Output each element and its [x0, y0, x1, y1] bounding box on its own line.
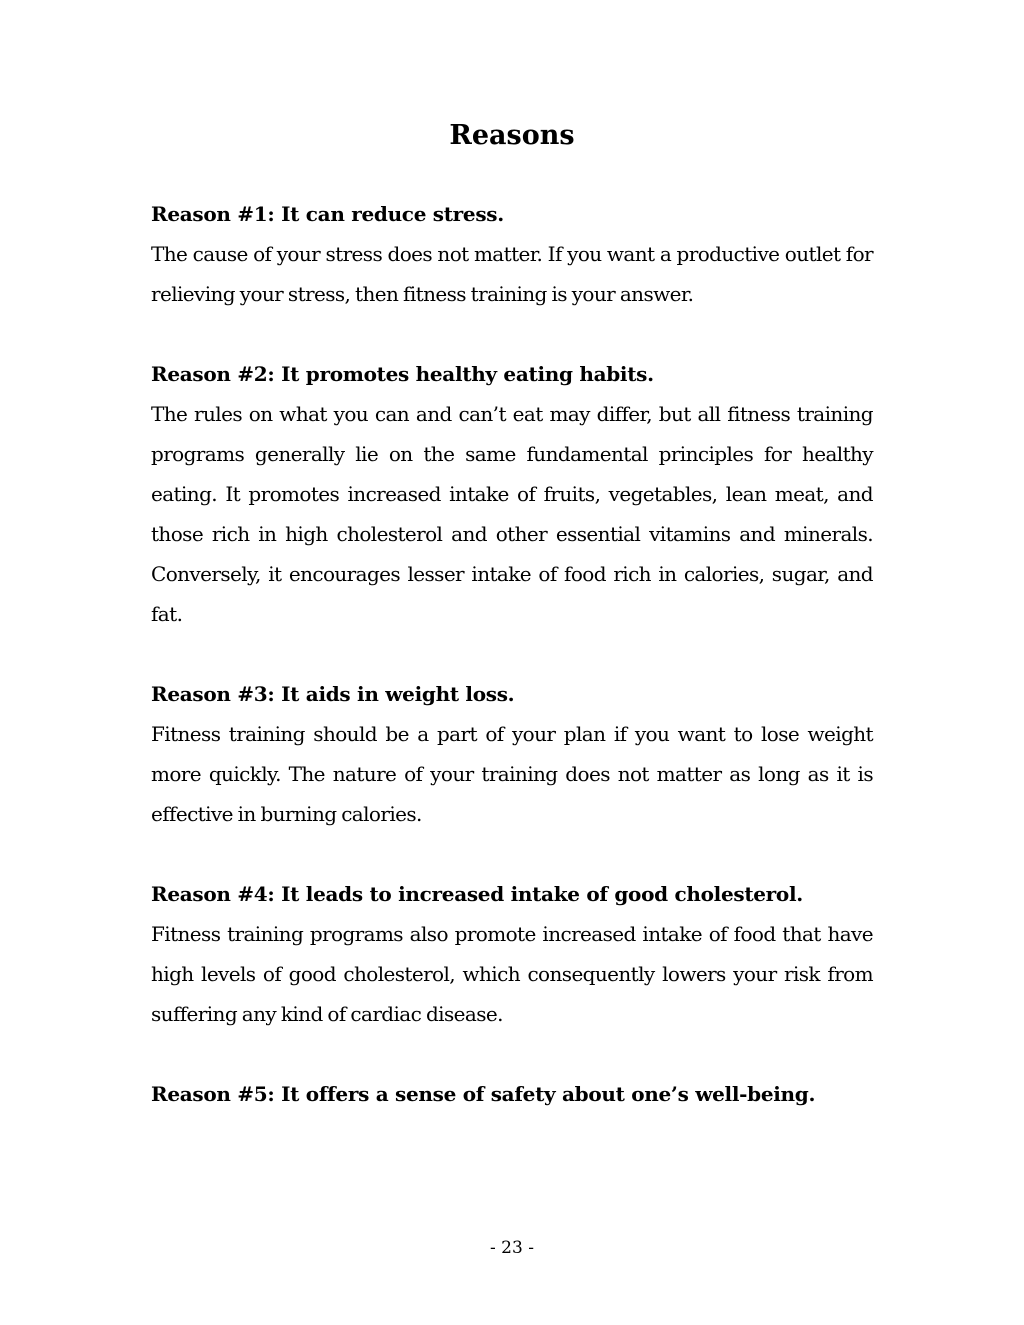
reason-4	[151, 874, 873, 1034]
reason-3	[151, 674, 873, 834]
page-number: - 23 -	[490, 1238, 534, 1258]
reason-1	[151, 194, 873, 314]
reasons-list	[151, 194, 873, 1154]
reason-5	[151, 1074, 873, 1114]
reason-body: Fitness training programs also promote increased intake of food that have high levels of good cholesterol, which consequently lowers your risk from suffering any kind of cardiac disease.	[151, 922, 873, 1026]
reason-body: The rules on what you can and can’t eat may differ, but all fitness training programs generally lie on the same fundamental principles for healthy eating. It promotes increased intake of fruits, vegetables, lean meat, and those rich in high cholesterol and other essential vitamins and minerals. Conversely, it encourages lesser intake of food rich in calories, sugar, and fat.	[151, 402, 873, 626]
reason-heading: Reason #2: It promotes healthy eating habits.	[151, 362, 654, 386]
reason-heading: Reason #3: It aids in weight loss.	[151, 682, 515, 706]
reason-heading: Reason #4: It leads to increased intake of good cholesterol.	[151, 882, 803, 906]
reason-2	[151, 354, 873, 634]
reason-heading: Reason #5: It offers a sense of safety about one’s well-being.	[151, 1082, 816, 1106]
reason-body: Fitness training should be a part of your plan if you want to lose weight more quickly. The nature of your training does not matter as long as it is effective in burning calories.	[151, 722, 873, 826]
reason-heading: Reason #1: It can reduce stress.	[151, 202, 504, 226]
page-title: Reasons	[449, 120, 575, 151]
reason-body: The cause of your stress does not matter. If you want a productive outlet for relieving your stress, then fitness training is your answer.	[151, 242, 873, 306]
